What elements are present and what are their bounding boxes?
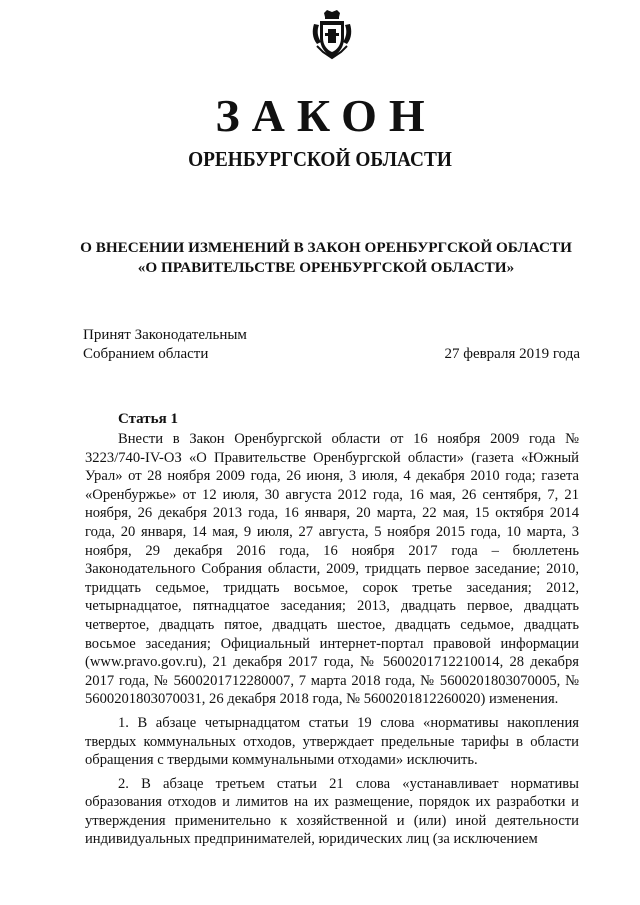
article-item-paragraph: 1. В абзаце четырнадцатом статьи 19 слова «нормативы накопления твердых коммунальных отходов, утверждает предельные тарифы в области обращения с твердыми коммунальными отходами» исключить. [85,714,579,769]
article-heading: Статья 1 [118,411,178,427]
adopted-date: 27 февраля 2019 года [444,346,580,362]
law-subject [40,238,612,278]
adopted-by-line: Собранием области [83,346,209,362]
law-subject-line: «О ПРАВИТЕЛЬСТВЕ ОРЕНБУРГСКОЙ ОБЛАСТИ» [137,259,515,276]
article-item-paragraph: 2. В абзаце третьем статьи 21 слова «устанавливает нормативы образования отходов и лимитов на их размещение, порядок их разработки и утверждения применительно к хозяйственной и (или) иной деятельности индивидуальных предпринимателей, юридических лиц (за исключением [85,775,579,848]
article-intro-paragraph: Внести в Закон Оренбургской области от 16 ноября 2009 года № 3223/740-IV-ОЗ «О Правительстве Оренбургской области» (газета «Южный Урал» от 28 ноября 2009 года, 26 июня, 3 июля, 4 декабря 2010 года; газета «Оренбуржье» от 12 июля, 30 августа 2012 года, 16 мая, 26 сентября, 7, 21 ноября, 26 декабря 2013 года, 16 января, 20 марта, 22 мая, 15 октября 2014 года, 20 января, 14 мая, 9 июля, 27 августа, 5 ноября 2015 года, 10 марта, 3 ноября, 29 декабря 2016 года, 16 ноября 2017 года – бюллетень Законодательного Собрания области, 2009, тридцать первое заседание; 2010, тридцать седьмое, тридцать восьмое, сорок третье заседания; 2012, четырнадцатое, пятнадцатое заседания; 2013, двадцать первое, двадцать четвертое, двадцать пятое, двадцать шестое, двадцать седьмое, двадцать восьмое заседания; Официальный интернет-портал правовой информации (www.pravo.gov.ru), 21 декабря 2017 года, № 5600201712210014, 28 декабря 2017 года, № 5600201712280007, 7 марта 2018 года, № 5600201803070005, № 5600201803070031, 26 декабря 2018 года, № 5600201812260020) изменения. [85,431,579,708]
adopted-by [83,326,247,364]
law-title: ЗАКОН [215,90,437,141]
law-subject-line: О ВНЕСЕНИИ ИЗМЕНЕНИЙ В ЗАКОН ОРЕНБУРГСКОЙ ОБЛАСТИ [80,239,572,256]
region-title: ОРЕНБУРГСКОЙ ОБЛАСТИ [188,147,452,171]
adopted-by-line: Принят Законодательным [83,327,247,343]
coat-of-arms-emblem [311,8,353,60]
article-body [85,430,579,849]
